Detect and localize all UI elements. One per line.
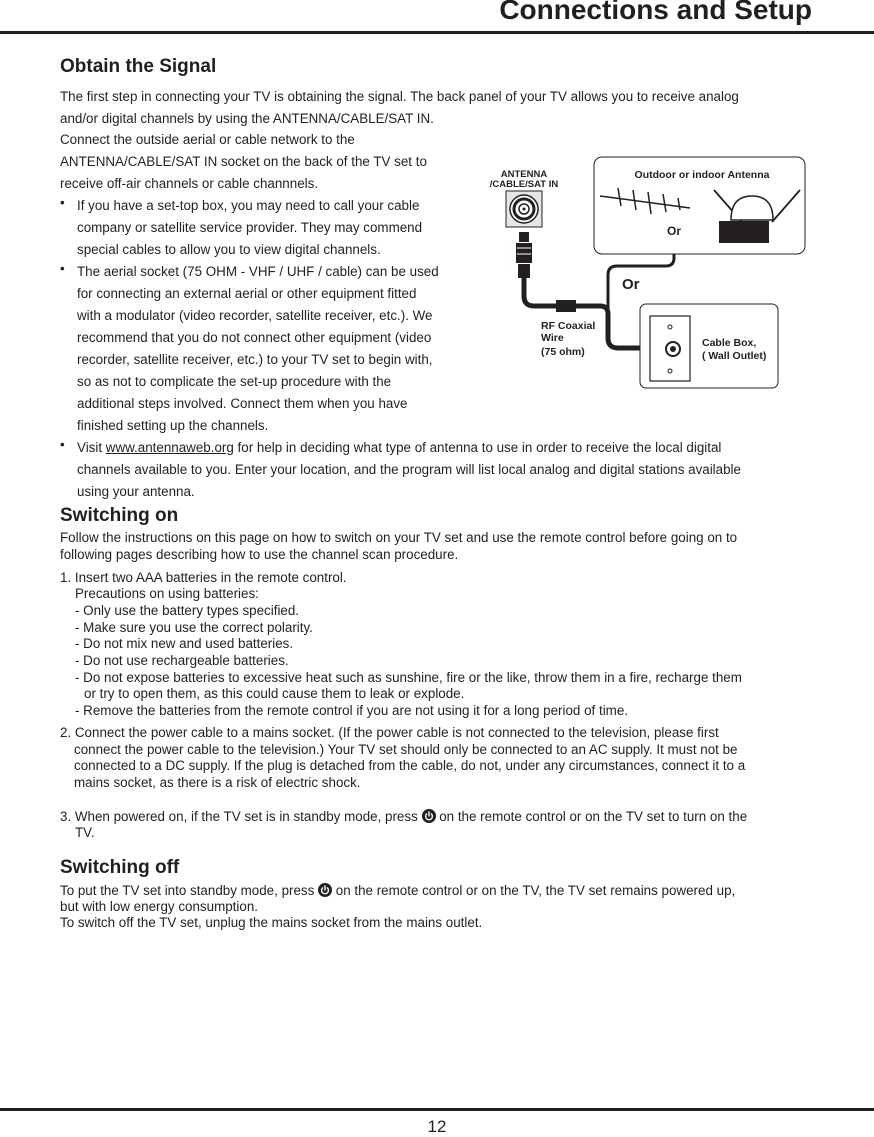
step2-line-2: connect the power cable to the television.) Your TV set should only be connected to an AC supply. It must not be xyxy=(74,742,738,757)
switching-on-heading: Switching on xyxy=(60,505,179,526)
coax-connector-icon xyxy=(516,232,532,278)
step3-text-after: on the remote control or on the TV set to turn on the xyxy=(435,809,748,824)
step3-line-1 xyxy=(60,808,747,825)
switch-on-intro-line-2: following pages describing how to use the channel scan procedure. xyxy=(60,547,459,562)
bullet2-line-2: for connecting an external aerial or other equipment fitted xyxy=(77,286,417,301)
step1-line-6: - Do not use rechargeable batteries. xyxy=(75,653,289,668)
bullet-marker: • xyxy=(60,261,65,276)
power-icon xyxy=(422,809,436,823)
step1-line-4: - Make sure you use the correct polarity. xyxy=(75,620,313,635)
antenna-jack-icon xyxy=(506,191,542,227)
bullet2-line-8: finished setting up the channels. xyxy=(77,418,269,433)
connect-line-3: receive off-air channels or cable channnels. xyxy=(60,176,319,191)
header-rule xyxy=(0,31,874,34)
bullet3-line-3: using your antenna. xyxy=(77,484,195,499)
connection-diagram xyxy=(470,150,810,395)
bullet-marker: • xyxy=(60,195,65,210)
diagram-antenna-label-2: /CABLE/SAT IN xyxy=(489,179,559,190)
step1-line-8: or try to open them, as this could cause them to leak or explode. xyxy=(84,686,465,701)
bullet3-text-after: for help in deciding what type of antenna to use in order to receive the local digital xyxy=(233,440,722,455)
antennaweb-link[interactable]: www.antennaweb.org xyxy=(105,440,234,455)
step1-line-7: - Do not expose batteries to excessive heat such as sunshine, fire or the like, throw them in a fire, recharge them xyxy=(75,670,742,685)
rf-cable-line xyxy=(524,278,556,306)
switch-off-line-3: To switch off the TV set, unplug the mains socket from the mains outlet. xyxy=(60,915,483,930)
step1-line-9: - Remove the batteries from the remote control if you are not using it for a long period of time. xyxy=(75,703,629,718)
diagram-rf-label-3: (75 ohm) xyxy=(541,346,585,358)
diagram-cable-label-2: ( Wall Outlet) xyxy=(702,350,767,362)
bullet-marker: • xyxy=(60,437,65,452)
obtain-intro-line-1: The first step in connecting your TV is obtaining the signal. The back panel of your TV allows you to receive analog xyxy=(60,89,739,104)
step2-line-3: connected to a DC supply. If the plug is detached from the cable, do not, under any circumstances, connect it to a xyxy=(74,758,746,773)
bullet2-line-1: The aerial socket (75 OHM - VHF / UHF / cable) can be used xyxy=(77,264,439,279)
bullet3-line-2: channels available to you. Enter your location, and the program will list local analog and digital stations available xyxy=(77,462,741,477)
diagram-antenna-label-1: ANTENNA xyxy=(500,169,548,180)
connect-line-2: ANTENNA/CABLE/SAT IN socket on the back of the TV set to xyxy=(60,154,427,169)
obtain-intro-line-2: and/or digital channels by using the ANTENNA/CABLE/SAT IN. xyxy=(60,111,434,126)
bullet2-line-7: additional steps involved. Connect them when you have xyxy=(77,396,408,411)
bullet2-line-5: recorder, satellite receiver, etc.) to your TV set to begin with, xyxy=(77,352,433,367)
switching-off-heading: Switching off xyxy=(60,857,180,878)
cable-ferrite-icon xyxy=(556,300,576,312)
step1-line-2: Precautions on using batteries: xyxy=(75,586,259,601)
step3-text-before: 3. When powered on, if the TV set is in standby mode, press xyxy=(60,809,422,824)
switch-off-line-2: but with low energy consumption. xyxy=(60,899,258,914)
obtain-signal-heading: Obtain the Signal xyxy=(60,56,217,77)
diagram-rf-label-2: Wire xyxy=(541,332,564,344)
connect-line-1: Connect the outside aerial or cable network to the xyxy=(60,132,355,147)
diagram-or-label-main: Or xyxy=(622,276,640,293)
page-number: 12 xyxy=(427,1117,447,1136)
footer-rule xyxy=(0,1108,874,1111)
bullet1-line-2: company or satellite service provider. They may commend xyxy=(77,220,423,235)
bullet2-line-6: so as not to complicate the set-up procedure with the xyxy=(77,374,392,389)
page-header-title: Connections and Setup xyxy=(499,0,812,25)
bullet1-line-1: If you have a set-top box, you may need to call your cable xyxy=(77,198,420,213)
bullet3-text-before: Visit xyxy=(77,440,106,455)
switch-off-text-after: on the remote control or on the TV, the TV set remains powered up, xyxy=(332,883,736,898)
step2-line-1: 2. Connect the power cable to a mains socket. (If the power cable is not connected to the television, please first xyxy=(60,725,719,740)
wall-outlet-icon xyxy=(650,316,690,381)
bullet1-line-3: special cables to allow you to view digital channels. xyxy=(77,242,381,257)
switch-off-text-before: To put the TV set into standby mode, press xyxy=(60,883,319,898)
step3-line-2: TV. xyxy=(75,825,95,840)
bullet3-line-1 xyxy=(77,437,721,459)
power-icon xyxy=(318,883,332,897)
bullet2-line-4: recommend that you do not connect other equipment (video xyxy=(77,330,432,345)
step2-line-4: mains socket, as there is a risk of electric shock. xyxy=(74,775,361,790)
diagram-outdoor-label: Outdoor or indoor Antenna xyxy=(634,169,770,181)
diagram-or-label-small: Or xyxy=(667,224,682,238)
switch-on-intro-line-1: Follow the instructions on this page on how to switch on your TV set and use the remote control before going on to xyxy=(60,530,738,545)
switch-off-line-1 xyxy=(60,882,735,899)
bullet2-line-3: with a modulator (video recorder, satellite receiver, etc.). We xyxy=(77,308,433,323)
step1-line-5: - Do not mix new and used batteries. xyxy=(75,636,294,651)
diagram-rf-label-1: RF Coaxial xyxy=(541,320,596,332)
diagram-cable-label-1: Cable Box, xyxy=(702,337,757,349)
step1-line-3: - Only use the battery types specified. xyxy=(75,603,300,618)
step1-line-1: 1. Insert two AAA batteries in the remote control. xyxy=(60,570,347,585)
